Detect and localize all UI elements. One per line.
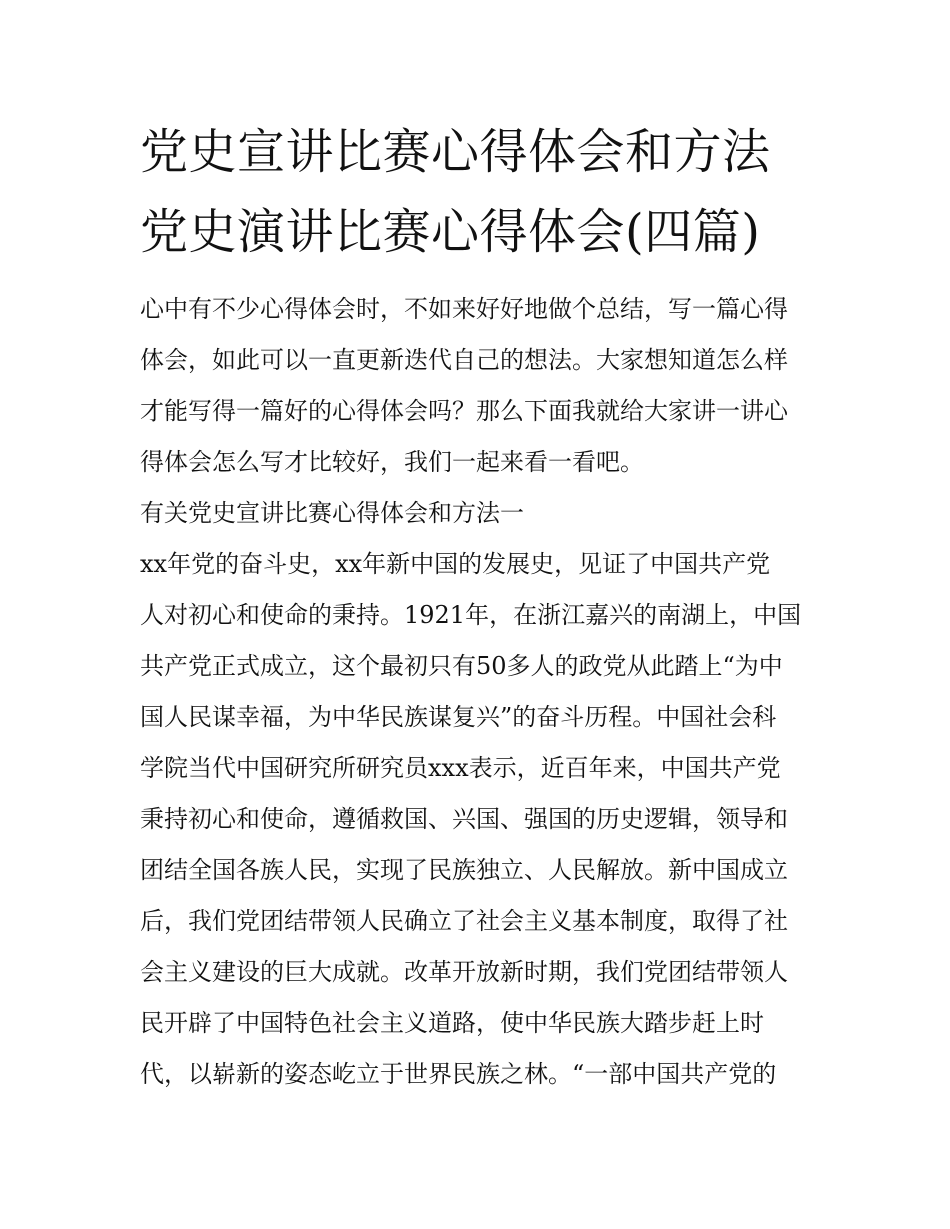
- document-body: [140, 284, 820, 1100]
- paragraph-line: 团结全国各族人民，实现了民族独立、人民解放。新中国成立: [140, 856, 788, 884]
- paragraph-line: 代，以崭新的姿态屹立于世界民族之林。“一部中国共产党的: [140, 1060, 777, 1088]
- paragraph-line: 共产党正式成立，这个最初只有50多人的政党从此踏上“为中: [140, 652, 783, 680]
- document-page: [140, 112, 820, 1100]
- intro-line: 得体会怎么写才比较好，我们一起来看一看吧。: [140, 448, 644, 476]
- paragraph-line: xx年党的奋斗史，xx年新中国的发展史，见证了中国共产党: [140, 550, 771, 578]
- intro-line: 体会，如此可以一直更新迭代自己的想法。大家想知道怎么样: [140, 346, 788, 374]
- title-line: 党史演讲比赛心得体会(四篇): [140, 204, 761, 260]
- paragraph-line: 人对初心和使命的秉持。1921年，在浙江嘉兴的南湖上，中国: [140, 601, 802, 629]
- intro-line: 心中有不少心得体会时，不如来好好地做个总结，写一篇心得: [140, 295, 788, 323]
- document-title: [140, 112, 820, 272]
- paragraph-line: 会主义建设的巨大成就。改革开放新时期，我们党团结带领人: [140, 958, 788, 986]
- paragraph-line: 国人民谋幸福，为中华民族谋复兴”的奋斗历程。中国社会科: [140, 703, 777, 731]
- paragraph-line: 秉持初心和使命，遵循救国、兴国、强国的历史逻辑，领导和: [140, 805, 788, 833]
- intro-line: 才能写得一篇好的心得体会吗？那么下面我就给大家讲一讲心: [140, 397, 788, 425]
- paragraph-line: 后，我们党团结带领人民确立了社会主义基本制度，取得了社: [140, 907, 788, 935]
- paragraph-line: 学院当代中国研究所研究员xxx表示，近百年来，中国共产党: [140, 754, 781, 782]
- title-line: 党史宣讲比赛心得体会和方法: [140, 124, 771, 180]
- paragraph-line: 民开辟了中国特色社会主义道路，使中华民族大踏步赶上时: [140, 1009, 764, 1037]
- section-heading: 有关党史宣讲比赛心得体会和方法一: [140, 499, 524, 527]
